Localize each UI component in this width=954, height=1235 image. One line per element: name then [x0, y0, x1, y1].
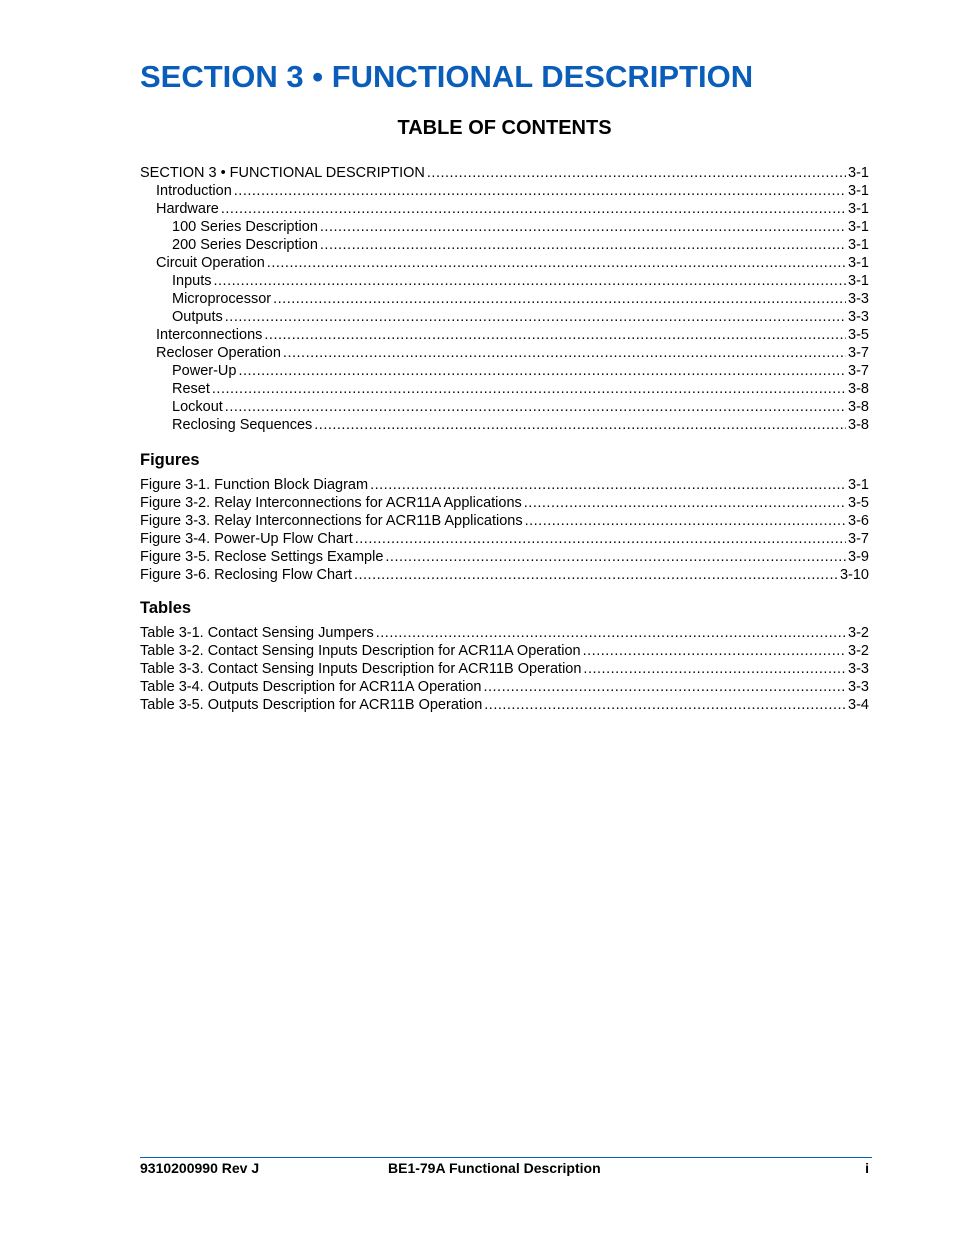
figure-entry-page-number: 3-6 [848, 513, 869, 529]
toc-entry-page-number: 3-1 [848, 201, 869, 217]
toc-entry[interactable] [140, 290, 869, 308]
toc-entry-title: Hardware [156, 201, 219, 217]
toc-entry-page-number: 3-3 [848, 291, 869, 307]
toc-entry[interactable] [140, 254, 869, 272]
dot-leader [283, 344, 846, 362]
toc-entry[interactable] [140, 182, 869, 200]
figure-entry-page-number: 3-1 [848, 477, 869, 493]
dot-leader [238, 362, 846, 380]
tables-heading: Tables [140, 599, 192, 617]
footer-doc-number: 9310200990 Rev J [140, 1160, 260, 1176]
toc-entry[interactable] [140, 362, 869, 380]
toc-entry[interactable] [140, 344, 869, 362]
toc-entry-page-number: 3-1 [848, 219, 869, 235]
toc-entry[interactable] [140, 272, 869, 290]
figure-entry-page-number: 3-7 [848, 531, 869, 547]
toc-entry-title: Interconnections [156, 327, 263, 343]
toc-entry[interactable] [140, 308, 869, 326]
figure-entry[interactable] [140, 548, 869, 566]
toc-tables-list [140, 624, 869, 714]
dot-leader [524, 494, 846, 512]
table-entry[interactable] [140, 624, 869, 642]
table-entry[interactable] [140, 642, 869, 660]
toc-entry-page-number: 3-1 [848, 255, 869, 271]
footer-doc-title: BE1-79A Functional Description [388, 1160, 601, 1176]
toc-entry[interactable] [140, 326, 869, 344]
dot-leader [267, 254, 846, 272]
toc-entry-page-number: 3-8 [848, 399, 869, 415]
footer-rule [140, 1157, 872, 1158]
footer-page-number: i [865, 1160, 869, 1176]
table-entry-title: Table 3-3. Contact Sensing Inputs Description for ACR11B Operation [140, 661, 582, 677]
table-entry-title: Table 3-1. Contact Sensing Jumpers [140, 625, 374, 641]
figures-heading: Figures [140, 451, 200, 469]
dot-leader [234, 182, 846, 200]
table-entry[interactable] [140, 660, 869, 678]
figure-entry[interactable] [140, 494, 869, 512]
toc-entry-page-number: 3-1 [848, 183, 869, 199]
toc-entry-title: Reset [172, 381, 210, 397]
figure-entry-title: Figure 3-3. Relay Interconnections for ACR11B Applications [140, 513, 523, 529]
table-entry-page-number: 3-2 [848, 643, 869, 659]
table-entry[interactable] [140, 678, 869, 696]
toc-entry-title: Power-Up [172, 363, 237, 379]
dot-leader [320, 218, 846, 236]
toc-entry-title: Inputs [172, 273, 212, 289]
toc-entry-page-number: 3-1 [848, 273, 869, 289]
table-entry-title: Table 3-2. Contact Sensing Inputs Description for ACR11A Operation [140, 643, 581, 659]
toc-entry-title: Reclosing Sequences [172, 417, 313, 433]
dot-leader [525, 512, 846, 530]
toc-entry-page-number: 3-8 [848, 417, 869, 433]
toc-entry-page-number: 3-1 [848, 165, 869, 181]
dot-leader [370, 476, 846, 494]
dot-leader [212, 380, 846, 398]
figure-entry-page-number: 3-10 [839, 567, 869, 583]
table-entry-page-number: 3-3 [848, 661, 869, 677]
toc-entry-page-number: 3-8 [848, 381, 869, 397]
dot-leader [355, 530, 846, 548]
toc-entry[interactable] [140, 416, 869, 434]
page-footer [140, 1160, 869, 1178]
toc-entry[interactable] [140, 200, 869, 218]
dot-leader [354, 566, 838, 584]
figure-entry-page-number: 3-9 [848, 549, 869, 565]
toc-entry-page-number: 3-5 [848, 327, 869, 343]
dot-leader [264, 326, 846, 344]
figure-entry[interactable] [140, 476, 869, 494]
dot-leader [225, 398, 846, 416]
toc-entry-title: Introduction [156, 183, 232, 199]
toc-entry-title: Microprocessor [172, 291, 272, 307]
dot-leader [273, 290, 846, 308]
toc-entry-page-number: 3-7 [848, 345, 869, 361]
toc-entry-title: 100 Series Description [172, 219, 318, 235]
table-entry[interactable] [140, 696, 869, 714]
figure-entry[interactable] [140, 566, 869, 584]
table-entry-page-number: 3-4 [848, 697, 869, 713]
table-entry-page-number: 3-3 [848, 679, 869, 695]
toc-entry-title: Circuit Operation [156, 255, 265, 271]
section-title: SECTION 3 • FUNCTIONAL DESCRIPTION [140, 59, 754, 94]
dot-leader [583, 660, 846, 678]
toc-contents-list [140, 164, 869, 434]
figure-entry-title: Figure 3-2. Relay Interconnections for ACR11A Applications [140, 495, 522, 511]
toc-entry-title: Outputs [172, 309, 223, 325]
dot-leader [376, 624, 846, 642]
figure-entry[interactable] [140, 512, 869, 530]
figure-entry-page-number: 3-5 [848, 495, 869, 511]
toc-entry-page-number: 3-7 [848, 363, 869, 379]
figure-entry-title: Figure 3-4. Power-Up Flow Chart [140, 531, 353, 547]
toc-entry[interactable] [140, 398, 869, 416]
table-entry-title: Table 3-5. Outputs Description for ACR11B Operation [140, 697, 483, 713]
toc-entry-title: 200 Series Description [172, 237, 318, 253]
toc-entry-page-number: 3-1 [848, 237, 869, 253]
toc-entry-title: Recloser Operation [156, 345, 281, 361]
table-entry-page-number: 3-2 [848, 625, 869, 641]
figure-entry-title: Figure 3-6. Reclosing Flow Chart [140, 567, 352, 583]
figure-entry[interactable] [140, 530, 869, 548]
table-entry-title: Table 3-4. Outputs Description for ACR11A Operation [140, 679, 482, 695]
dot-leader [221, 200, 846, 218]
dot-leader [427, 164, 846, 182]
dot-leader [225, 308, 846, 326]
toc-entry-title: SECTION 3 • FUNCTIONAL DESCRIPTION [140, 165, 425, 181]
dot-leader [320, 236, 846, 254]
figure-entry-title: Figure 3-1. Function Block Diagram [140, 477, 369, 493]
dot-leader [583, 642, 846, 660]
dot-leader [483, 678, 846, 696]
toc-entry[interactable] [140, 218, 869, 236]
toc-entry-page-number: 3-3 [848, 309, 869, 325]
dot-leader [385, 548, 846, 566]
toc-entry[interactable] [140, 236, 869, 254]
dot-leader [484, 696, 846, 714]
toc-entry[interactable] [140, 380, 869, 398]
toc-figures-list [140, 476, 869, 584]
dot-leader [314, 416, 846, 434]
dot-leader [214, 272, 847, 290]
toc-entry-title: Lockout [172, 399, 223, 415]
toc-entry[interactable] [140, 164, 869, 182]
toc-heading: TABLE OF CONTENTS [397, 117, 612, 139]
figure-entry-title: Figure 3-5. Reclose Settings Example [140, 549, 384, 565]
